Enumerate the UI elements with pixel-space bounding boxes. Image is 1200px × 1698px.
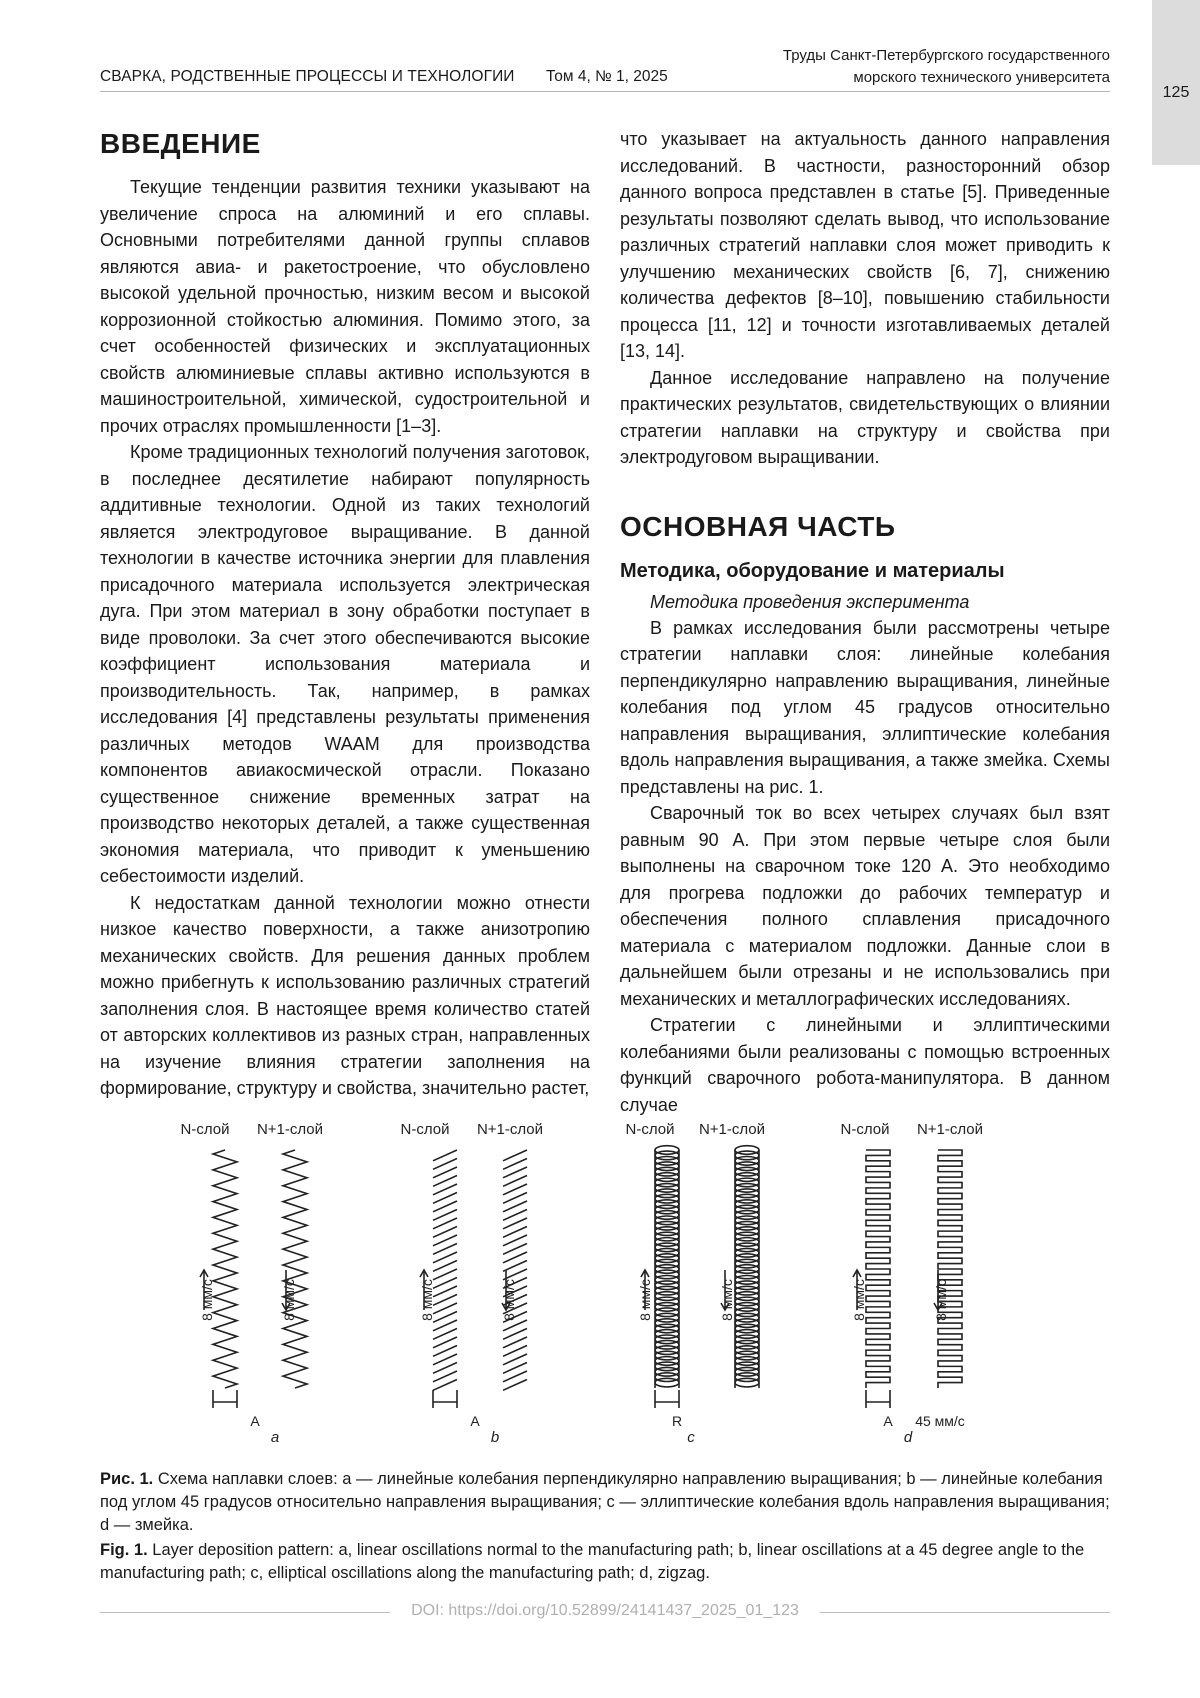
path-b-n-layer	[433, 1150, 457, 1390]
speed-label-d-up: 8 мм/с	[851, 1279, 867, 1321]
right-column	[620, 126, 1110, 1118]
caption-ru-label: Рис. 1.	[100, 1470, 154, 1488]
paragraph: В рамках исследования были рассмотрены четыре стратегии наплавки слоя: линейные колебания перпендикулярно направлению выращивания, линейные колебания под углом 45 градусов относительно направления выращивания, эллиптические колебания вдоль направления выращивания, а также змейка. Схемы представлены на рис. 1.	[620, 617, 1110, 797]
left-column	[100, 126, 590, 1102]
amplitude-label-b: A	[470, 1413, 480, 1429]
caption-en-label: Fig. 1.	[100, 1541, 148, 1559]
figure-1-diagram	[100, 1110, 1110, 1460]
figure-1	[100, 1110, 1110, 1460]
paragraph: Текущие тенденции развития техники указывают на увеличение спроса на алюминий и его сплавы. Основными потребителями данной группы сплавов являются авиа- и ракетостроение, что обусловлено высокой удельной прочностью, низким весом и высокой коррозионной стойкостью алюминия. Помимо этого, за счет особенностей физических и эксплуатационных свойств алюминиевые сплавы активно используются в машиностроительной, химической, судостроительной и прочих отраслях промышленности [1–3].	[100, 177, 590, 436]
label-n1-layer-b: N+1-слой	[476, 1121, 544, 1138]
subsection-heading: Методика, оборудование и материалы	[620, 559, 1005, 582]
path-c-n-layer	[655, 1146, 679, 1387]
label-n-layer-c: N-слой	[625, 1121, 675, 1138]
page-header	[100, 40, 1110, 92]
caption-en	[100, 1539, 1110, 1585]
paragraph: Сварочный ток во всех четырех случаях был взят равным 90 А. При этом первые четыре слоя были выполнены на сварочном токе 120 А. Это необходимо для прогрева подложки до рабочих температур и обеспечения полного сплавления присадочного материала с материалом подложки. Данные слои в дальнейшем были отрезаны и не использовались при механических и металлографических исследованиях.	[620, 803, 1110, 1009]
label-n-layer-d: N-слой	[840, 1121, 890, 1138]
panel-label-d: d	[903, 1429, 913, 1446]
panel-label-a: a	[270, 1429, 280, 1446]
path-c-n1-layer	[735, 1146, 759, 1387]
label-n-layer-a: N-слой	[180, 1121, 230, 1138]
publisher-info	[783, 45, 1110, 89]
volume-info: Том 4, № 1, 2025	[546, 68, 668, 85]
label-n1-layer-a: N+1-слой	[256, 1121, 324, 1138]
page-number: 125	[1162, 84, 1190, 101]
path-d-n-layer	[866, 1150, 890, 1388]
paragraph: Данное исследование направлено на получение практических результатов, свидетельствующих о влиянии стратегии наплавки на структуру и свойства при электродуговом выращивании.	[620, 367, 1110, 467]
footer-rule-right	[820, 1612, 1110, 1613]
label-n-layer-b: N-слой	[400, 1121, 450, 1138]
section-heading-main-part: ОСНОВНАЯ ЧАСТЬ	[620, 510, 896, 542]
path-d-n1-layer	[938, 1150, 962, 1388]
speed-label-c-down: 8 мм/с	[719, 1279, 735, 1321]
speed-label-a-down: 8 мм/с	[281, 1279, 297, 1321]
doi-link[interactable]: DOI: https://doi.org/10.52899/24141437_2025_01_123	[411, 1602, 799, 1619]
label-n1-layer-d: N+1-слой	[916, 1121, 984, 1138]
amplitude-label-d: A	[883, 1413, 893, 1429]
path-a-n1-layer	[283, 1150, 307, 1388]
panel-label-c: c	[687, 1429, 695, 1446]
journal-title: СВАРКА, РОДСТВЕННЫЕ ПРОЦЕССЫ И ТЕХНОЛОГИИ	[100, 68, 515, 85]
section-heading-introduction: ВВЕДЕНИЕ	[100, 128, 261, 159]
caption-ru	[100, 1468, 1110, 1537]
caption-en-text: Layer deposition pattern: a, linear oscillations normal to the manufacturing path; b, linear oscillations at a 45 degree angle to the manufacturing path; c, elliptical oscillations along the manufacturing path; d, zigzag.	[100, 1541, 1085, 1582]
caption-ru-text: Схема наплавки слоев: a — линейные колебания перпендикулярно направлению выращивания; b — линейные колебания под углом 45 градусов относительно направления выращивания; c — эллиптические колебания вдоль направления выращивания; d — змейка.	[100, 1470, 1110, 1534]
speed-45-label-d: 45 мм/с	[915, 1413, 965, 1429]
paragraph: К недостаткам данной технологии можно отнести низкое качество поверхности, а также анизотропию механических свойств. Для решения данных проблем можно прибегнуть к использованию различных стратегий заполнения слоя. В настоящее время количество статей от авторских коллективов из разных стран, направленных на изучение влияния стратегии заполнения на формирование, структуру и свойства, значительно растет,	[100, 892, 590, 1098]
page-tab	[1152, 0, 1200, 165]
panel-label-b: b	[490, 1429, 500, 1446]
speed-label-a-up: 8 мм/с	[199, 1279, 215, 1321]
figure-caption	[100, 1468, 1110, 1585]
page-footer	[100, 1600, 1110, 1624]
speed-label-b-down: 8 мм/с	[501, 1279, 517, 1321]
publisher-line-2: морского технического университета	[853, 69, 1110, 86]
speed-label-d-down: 8 мм/с	[933, 1279, 949, 1321]
paragraph: Кроме традиционных технологий получения заготовок, в последнее десятилетие набирают популярность аддитивные технологии. Одной из таких технологий является электродуговое выращивание. В данной технологии в качестве источника энергии для плавления присадочного материала используется электрическая дуга. При этом материал в зону обработки поступает в виде проволоки. За счет этого обеспечиваются высокие коэффициент использования материала и производительность. Так, например, в рамках исследования [4] представлены результаты применения различных методов WAAM для производства компонентов авиакосмической отрасли. Показано существенное снижение временных затрат на производство некоторых деталей, а также существенная экономия материала, что приводит к уменьшению себестоимости изделий.	[100, 442, 590, 886]
speed-label-b-up: 8 мм/с	[419, 1279, 435, 1321]
italic-heading: Методика проведения эксперимента	[650, 591, 970, 612]
label-n1-layer-c: N+1-слой	[698, 1121, 766, 1138]
paragraph-continuation: что указывает на актуальность данного направления исследований. В частности, разносторонний обзор данного вопроса представлен в статье [5]. Приведенные результаты позволяют сделать вывод, что использование различных стратегий наплавки слоя может приводить к улучшению механических свойств [6, 7], снижению количества дефектов [8–10], повышению стабильности процесса [11, 12] и точности изготавливаемых деталей [13, 14].	[620, 129, 1110, 361]
amplitude-label-a: A	[250, 1413, 260, 1429]
path-a-n-layer	[213, 1150, 237, 1388]
paragraph: Стратегии с линейными и эллиптическими колебаниями были реализованы с помощью встроенных функций сварочного робота-манипулятора. В данном случае	[620, 1015, 1110, 1115]
publisher-line-1: Труды Санкт-Петербургского государственного	[782, 47, 1110, 64]
radius-label-c: R	[671, 1413, 683, 1429]
speed-label-c-up: 8 мм/с	[637, 1279, 653, 1321]
